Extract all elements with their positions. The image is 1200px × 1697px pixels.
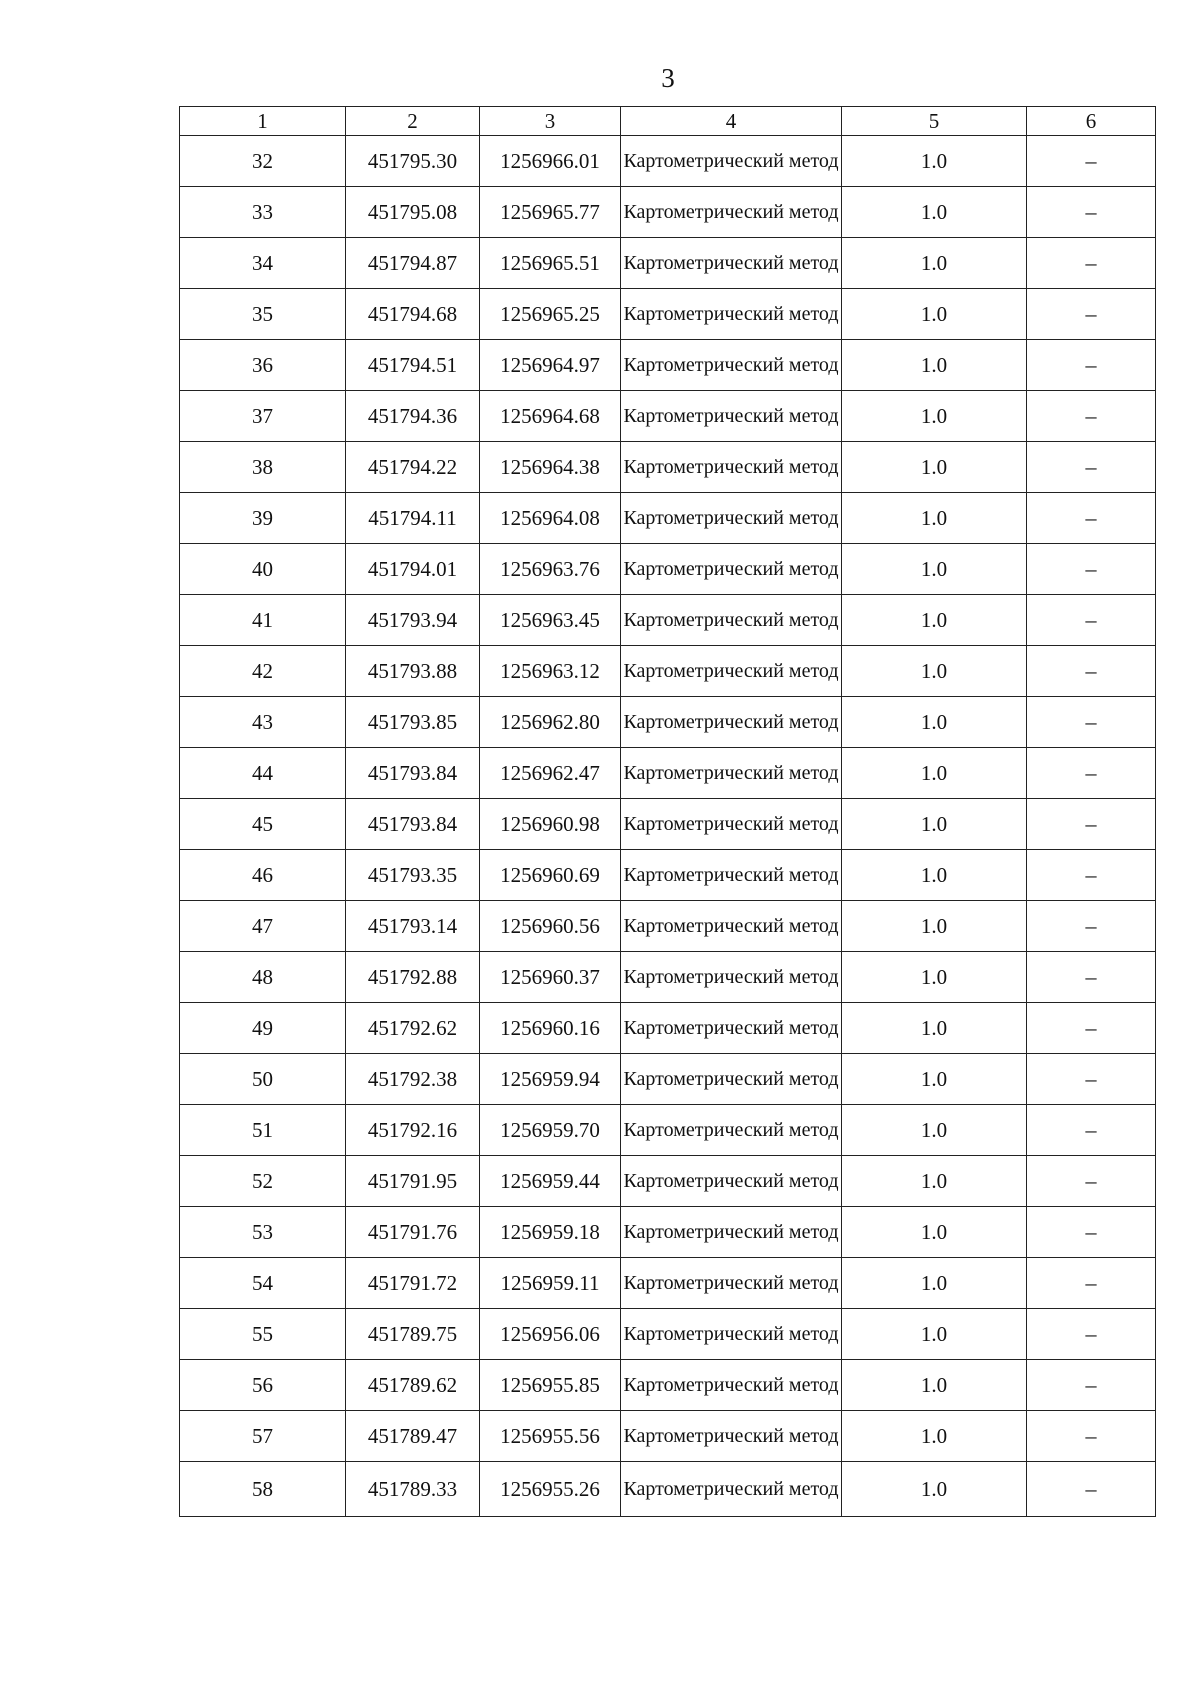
table-row (180, 1411, 1156, 1462)
description-cell: – (1027, 391, 1156, 442)
y-coordinate-cell: 1256965.25 (480, 289, 621, 340)
table-row (180, 1105, 1156, 1156)
description-cell: – (1027, 442, 1156, 493)
x-coordinate-cell: 451793.84 (346, 799, 480, 850)
point-number-cell: 44 (180, 748, 346, 799)
accuracy-cell: 1.0 (842, 289, 1027, 340)
method-cell: Картометрический метод (621, 952, 842, 1003)
table-row (180, 238, 1156, 289)
table-row (180, 187, 1156, 238)
x-coordinate-cell: 451794.51 (346, 340, 480, 391)
point-number-cell: 49 (180, 1003, 346, 1054)
point-number-cell: 38 (180, 442, 346, 493)
description-cell: – (1027, 1054, 1156, 1105)
x-coordinate-cell: 451793.84 (346, 748, 480, 799)
description-cell: – (1027, 340, 1156, 391)
x-coordinate-cell: 451793.85 (346, 697, 480, 748)
accuracy-cell: 1.0 (842, 1258, 1027, 1309)
table-row (180, 1258, 1156, 1309)
point-number-cell: 53 (180, 1207, 346, 1258)
accuracy-cell: 1.0 (842, 1360, 1027, 1411)
y-coordinate-cell: 1256955.56 (480, 1411, 621, 1462)
accuracy-cell: 1.0 (842, 544, 1027, 595)
description-cell: – (1027, 136, 1156, 187)
description-cell: – (1027, 595, 1156, 646)
header-cell-5: 5 (842, 107, 1027, 136)
table-row (180, 952, 1156, 1003)
accuracy-cell: 1.0 (842, 493, 1027, 544)
accuracy-cell: 1.0 (842, 238, 1027, 289)
y-coordinate-cell: 1256960.69 (480, 850, 621, 901)
accuracy-cell: 1.0 (842, 1462, 1027, 1517)
table-row (180, 1360, 1156, 1411)
method-cell: Картометрический метод (621, 544, 842, 595)
x-coordinate-cell: 451789.47 (346, 1411, 480, 1462)
point-number-cell: 41 (180, 595, 346, 646)
accuracy-cell: 1.0 (842, 1156, 1027, 1207)
x-coordinate-cell: 451794.01 (346, 544, 480, 595)
y-coordinate-cell: 1256965.51 (480, 238, 621, 289)
y-coordinate-cell: 1256959.44 (480, 1156, 621, 1207)
accuracy-cell: 1.0 (842, 595, 1027, 646)
method-cell: Картометрический метод (621, 442, 842, 493)
x-coordinate-cell: 451793.88 (346, 646, 480, 697)
x-coordinate-cell: 451794.87 (346, 238, 480, 289)
header-cell-1: 1 (180, 107, 346, 136)
page-number: 3 (661, 63, 675, 93)
x-coordinate-cell: 451789.62 (346, 1360, 480, 1411)
accuracy-cell: 1.0 (842, 748, 1027, 799)
y-coordinate-cell: 1256955.26 (480, 1462, 621, 1517)
description-cell: – (1027, 697, 1156, 748)
table-row (180, 1156, 1156, 1207)
description-cell: – (1027, 1258, 1156, 1309)
method-cell: Картометрический метод (621, 1054, 842, 1105)
accuracy-cell: 1.0 (842, 442, 1027, 493)
table-row (180, 799, 1156, 850)
accuracy-cell: 1.0 (842, 1309, 1027, 1360)
x-coordinate-cell: 451794.22 (346, 442, 480, 493)
table-row (180, 493, 1156, 544)
point-number-cell: 56 (180, 1360, 346, 1411)
method-cell: Картометрический метод (621, 748, 842, 799)
description-cell: – (1027, 799, 1156, 850)
y-coordinate-cell: 1256964.08 (480, 493, 621, 544)
accuracy-cell: 1.0 (842, 901, 1027, 952)
x-coordinate-cell: 451794.68 (346, 289, 480, 340)
table-row (180, 1462, 1156, 1517)
table-row (180, 901, 1156, 952)
accuracy-cell: 1.0 (842, 1003, 1027, 1054)
table-row (180, 340, 1156, 391)
point-number-cell: 43 (180, 697, 346, 748)
accuracy-cell: 1.0 (842, 187, 1027, 238)
y-coordinate-cell: 1256955.85 (480, 1360, 621, 1411)
accuracy-cell: 1.0 (842, 952, 1027, 1003)
table-row (180, 595, 1156, 646)
method-cell: Картометрический метод (621, 1309, 842, 1360)
description-cell: – (1027, 952, 1156, 1003)
x-coordinate-cell: 451795.30 (346, 136, 480, 187)
point-number-cell: 46 (180, 850, 346, 901)
point-number-cell: 58 (180, 1462, 346, 1517)
header-cell-4: 4 (621, 107, 842, 136)
x-coordinate-cell: 451794.11 (346, 493, 480, 544)
description-cell: – (1027, 901, 1156, 952)
method-cell: Картометрический метод (621, 1156, 842, 1207)
y-coordinate-cell: 1256956.06 (480, 1309, 621, 1360)
y-coordinate-cell: 1256959.70 (480, 1105, 621, 1156)
table-row (180, 646, 1156, 697)
description-cell: – (1027, 850, 1156, 901)
method-cell: Картометрический метод (621, 595, 842, 646)
method-cell: Картометрический метод (621, 1462, 842, 1517)
method-cell: Картометрический метод (621, 1258, 842, 1309)
y-coordinate-cell: 1256959.94 (480, 1054, 621, 1105)
point-number-cell: 33 (180, 187, 346, 238)
y-coordinate-cell: 1256964.97 (480, 340, 621, 391)
method-cell: Картометрический метод (621, 289, 842, 340)
method-cell: Картометрический метод (621, 1207, 842, 1258)
point-number-cell: 37 (180, 391, 346, 442)
x-coordinate-cell: 451793.35 (346, 850, 480, 901)
point-number-cell: 40 (180, 544, 346, 595)
description-cell: – (1027, 1309, 1156, 1360)
table-row (180, 748, 1156, 799)
table-row (180, 850, 1156, 901)
method-cell: Картометрический метод (621, 1360, 842, 1411)
y-coordinate-cell: 1256960.16 (480, 1003, 621, 1054)
method-cell: Картометрический метод (621, 493, 842, 544)
table-row (180, 442, 1156, 493)
x-coordinate-cell: 451789.75 (346, 1309, 480, 1360)
accuracy-cell: 1.0 (842, 340, 1027, 391)
description-cell: – (1027, 493, 1156, 544)
accuracy-cell: 1.0 (842, 391, 1027, 442)
point-number-cell: 32 (180, 136, 346, 187)
accuracy-cell: 1.0 (842, 136, 1027, 187)
y-coordinate-cell: 1256959.18 (480, 1207, 621, 1258)
table-row (180, 136, 1156, 187)
description-cell: – (1027, 1411, 1156, 1462)
method-cell: Картометрический метод (621, 697, 842, 748)
point-number-cell: 47 (180, 901, 346, 952)
point-number-cell: 45 (180, 799, 346, 850)
method-cell: Картометрический метод (621, 340, 842, 391)
point-number-cell: 52 (180, 1156, 346, 1207)
method-cell: Картометрический метод (621, 1411, 842, 1462)
y-coordinate-cell: 1256960.56 (480, 901, 621, 952)
point-number-cell: 57 (180, 1411, 346, 1462)
x-coordinate-cell: 451791.72 (346, 1258, 480, 1309)
table-row (180, 697, 1156, 748)
accuracy-cell: 1.0 (842, 1411, 1027, 1462)
y-coordinate-cell: 1256962.47 (480, 748, 621, 799)
point-number-cell: 51 (180, 1105, 346, 1156)
y-coordinate-cell: 1256963.12 (480, 646, 621, 697)
x-coordinate-cell: 451792.88 (346, 952, 480, 1003)
description-cell: – (1027, 1360, 1156, 1411)
description-cell: – (1027, 748, 1156, 799)
x-coordinate-cell: 451792.16 (346, 1105, 480, 1156)
table-row (180, 1207, 1156, 1258)
accuracy-cell: 1.0 (842, 646, 1027, 697)
header-cell-2: 2 (346, 107, 480, 136)
accuracy-cell: 1.0 (842, 1105, 1027, 1156)
table-body (180, 107, 1156, 1517)
method-cell: Картометрический метод (621, 799, 842, 850)
accuracy-cell: 1.0 (842, 799, 1027, 850)
method-cell: Картометрический метод (621, 391, 842, 442)
x-coordinate-cell: 451791.95 (346, 1156, 480, 1207)
table-row (180, 544, 1156, 595)
y-coordinate-cell: 1256960.37 (480, 952, 621, 1003)
accuracy-cell: 1.0 (842, 1207, 1027, 1258)
description-cell: – (1027, 238, 1156, 289)
x-coordinate-cell: 451793.94 (346, 595, 480, 646)
method-cell: Картометрический метод (621, 850, 842, 901)
point-number-cell: 35 (180, 289, 346, 340)
method-cell: Картометрический метод (621, 1003, 842, 1054)
header-cell-6: 6 (1027, 107, 1156, 136)
x-coordinate-cell: 451792.38 (346, 1054, 480, 1105)
y-coordinate-cell: 1256962.80 (480, 697, 621, 748)
method-cell: Картометрический метод (621, 187, 842, 238)
accuracy-cell: 1.0 (842, 850, 1027, 901)
description-cell: – (1027, 1462, 1156, 1517)
y-coordinate-cell: 1256966.01 (480, 136, 621, 187)
x-coordinate-cell: 451792.62 (346, 1003, 480, 1054)
x-coordinate-cell: 451794.36 (346, 391, 480, 442)
point-number-cell: 36 (180, 340, 346, 391)
description-cell: – (1027, 289, 1156, 340)
x-coordinate-cell: 451789.33 (346, 1462, 480, 1517)
y-coordinate-cell: 1256964.68 (480, 391, 621, 442)
description-cell: – (1027, 1207, 1156, 1258)
method-cell: Картометрический метод (621, 238, 842, 289)
table-header-row (180, 107, 1156, 136)
header-cell-3: 3 (480, 107, 621, 136)
description-cell: – (1027, 1003, 1156, 1054)
x-coordinate-cell: 451791.76 (346, 1207, 480, 1258)
x-coordinate-cell: 451793.14 (346, 901, 480, 952)
table-row (180, 289, 1156, 340)
y-coordinate-cell: 1256963.76 (480, 544, 621, 595)
accuracy-cell: 1.0 (842, 697, 1027, 748)
y-coordinate-cell: 1256965.77 (480, 187, 621, 238)
table-row (180, 1003, 1156, 1054)
method-cell: Картометрический метод (621, 646, 842, 697)
method-cell: Картометрический метод (621, 901, 842, 952)
description-cell: – (1027, 187, 1156, 238)
point-number-cell: 50 (180, 1054, 346, 1105)
description-cell: – (1027, 646, 1156, 697)
description-cell: – (1027, 1105, 1156, 1156)
description-cell: – (1027, 544, 1156, 595)
point-number-cell: 39 (180, 493, 346, 544)
table-row (180, 391, 1156, 442)
accuracy-cell: 1.0 (842, 1054, 1027, 1105)
point-number-cell: 34 (180, 238, 346, 289)
method-cell: Картометрический метод (621, 136, 842, 187)
y-coordinate-cell: 1256964.38 (480, 442, 621, 493)
method-cell: Картометрический метод (621, 1105, 842, 1156)
x-coordinate-cell: 451795.08 (346, 187, 480, 238)
y-coordinate-cell: 1256963.45 (480, 595, 621, 646)
point-number-cell: 48 (180, 952, 346, 1003)
y-coordinate-cell: 1256959.11 (480, 1258, 621, 1309)
point-number-cell: 42 (180, 646, 346, 697)
coordinates-table (179, 106, 1156, 1517)
y-coordinate-cell: 1256960.98 (480, 799, 621, 850)
description-cell: – (1027, 1156, 1156, 1207)
table-row (180, 1309, 1156, 1360)
table-row (180, 1054, 1156, 1105)
point-number-cell: 55 (180, 1309, 346, 1360)
point-number-cell: 54 (180, 1258, 346, 1309)
